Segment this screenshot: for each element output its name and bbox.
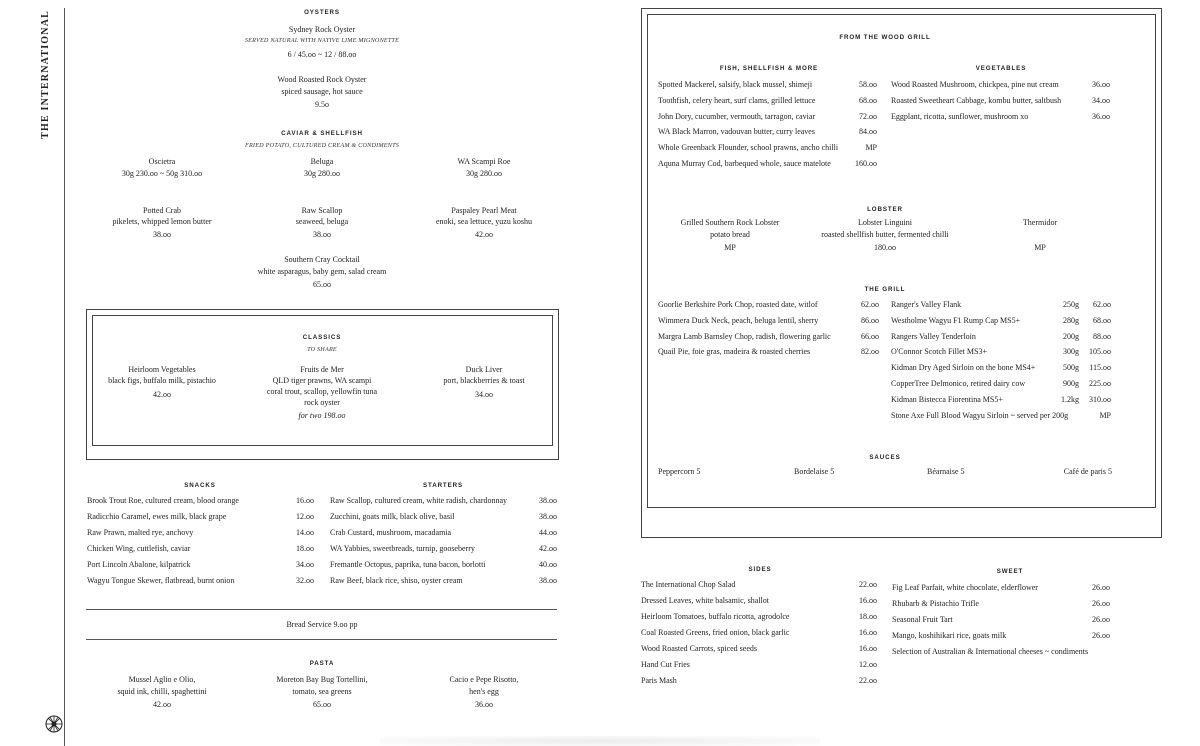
sauce-item: Bordelaise 5	[794, 467, 835, 476]
menu-item-price: 66.oo	[861, 331, 879, 341]
menu-item-weight: 280g	[1063, 315, 1079, 325]
bread-service: Bread Service 9.oo pp	[286, 620, 358, 629]
caviar-item-price: 38.oo	[313, 230, 331, 239]
menu-item-name: Heirloom Tomatoes, buffalo ricotta, agrodolce	[641, 612, 790, 621]
menu-item-name: Spotted Mackerel, salsify, black mussel, shimeji	[658, 80, 813, 89]
menu-item-price: 36.oo	[1092, 111, 1110, 121]
caviar-item-desc: seaweed, beluga	[295, 217, 349, 226]
menu-item-name: Kidman Bistecca Fiorentina MS5+	[891, 394, 1003, 404]
spine-rule	[64, 8, 65, 746]
classics-item-price: for two 198.oo	[298, 411, 346, 420]
menu-item-name: Wood Roasted Carrots, spiced seeds	[641, 644, 757, 653]
oyster-note: SERVED NATURAL WITH NATIVE LIME MIGNONETTE	[244, 37, 400, 44]
classics-item-desc: coral trout, scallop, yellowfin tuna	[266, 387, 378, 396]
lobster-item-price: MP	[1034, 243, 1046, 252]
menu-item-name: Raw Prawn, malted rye, anchovy	[87, 528, 194, 537]
menu-item-price: 62.oo	[1093, 300, 1111, 309]
pasta-item-name: Cacio e Pepe Risotto,	[449, 675, 519, 684]
menu-item-price: 12.oo	[296, 512, 314, 521]
pasta-item-desc: hen's egg	[469, 687, 499, 696]
brand-text: THE INTERNATIONAL	[40, 10, 51, 139]
menu-item-name: Toothfish, celery heart, surf clams, grilled lettuce	[658, 95, 816, 105]
menu-item-price: 68.oo	[1093, 315, 1111, 325]
menu-item-price: 26.oo	[1092, 599, 1110, 608]
menu-item-name: WA Yabbies, sweetbreads, turnip, gooseberry	[330, 544, 475, 553]
logo-icon	[44, 714, 64, 734]
menu-item-price: MP	[865, 143, 877, 153]
menu-item-name: Eggplant, ricotta, sunflower, mushroom xo	[891, 111, 1029, 121]
menu-item-weight: 500g	[1063, 363, 1079, 373]
brand-wordmark	[40, 10, 58, 140]
menu-item-name: Westholme Wagyu F1 Rump Cap MS5+	[891, 315, 1021, 325]
caviar-item-name: Oscietra	[148, 157, 176, 166]
menu-item-price: 18.oo	[859, 612, 877, 621]
menu-item-name: Wagyu Tongue Skewer, flatbread, burnt onion	[87, 576, 235, 585]
lobster-item-price: MP	[724, 243, 736, 252]
menu-item-price: 16.oo	[296, 496, 314, 505]
sauce-item: Béarnaise 5	[927, 467, 965, 476]
pasta-heading: PASTA	[309, 660, 335, 667]
lobster-item-name: Grilled Southern Rock Lobster	[680, 218, 780, 227]
caviar-subtitle: FRIED POTATO, CULTURED CREAM & CONDIMENTS	[244, 142, 400, 149]
classics-subtitle: TO SHARE	[307, 346, 337, 353]
oyster-desc: spiced sausage, hot sauce	[281, 87, 363, 96]
caviar-item-name: Raw Scallop	[301, 206, 343, 215]
menu-item-weight: 900g	[1063, 379, 1079, 388]
divider	[86, 639, 557, 640]
menu-item-price: 44.oo	[539, 528, 557, 537]
menu-item-name: Margra Lamb Barnsley Chop, radish, flowering garlic	[658, 331, 831, 341]
menu-item-name: The International Chop Salad	[641, 580, 736, 589]
menu-item-price: 38.oo	[539, 512, 557, 521]
classics-item-name: Heirloom Vegetables	[128, 365, 196, 374]
caviar-item-name: Potted Crab	[143, 206, 181, 215]
classics-item-price: 34.oo	[475, 390, 493, 399]
menu-item-price: 12.oo	[859, 660, 877, 669]
menu-item-price: 18.oo	[296, 544, 314, 553]
menu-item-price: 16.oo	[859, 644, 877, 653]
right-menu-page	[600, 0, 1200, 746]
caviar-item-name: Paspaley Pearl Meat	[451, 206, 517, 215]
pasta-item-desc: tomato, sea greens	[292, 687, 352, 696]
caviar-item-desc: enoki, sea lettuce, yuzu koshu	[436, 217, 532, 226]
menu-item-price: 62.oo	[861, 300, 879, 309]
sauce-item: Peppercorn 5	[658, 467, 701, 476]
menu-item-name: WA Black Marron, vadouvan butter, curry leaves	[658, 127, 815, 137]
menu-item-price: 68.oo	[859, 95, 877, 105]
oyster-name: Sydney Rock Oyster	[288, 25, 356, 34]
menu-item-price: 22.oo	[859, 676, 877, 685]
caviar-item-desc: pikelets, whipped lemon butter	[112, 217, 212, 226]
menu-item-price: 42.oo	[539, 544, 557, 553]
pasta-item-desc: squid ink, chilli, spaghettini	[117, 687, 207, 696]
menu-item-price: 14.oo	[296, 528, 314, 537]
menu-item-price: 72.oo	[859, 111, 877, 121]
fish-heading: FISH, SHELLFISH & MORE	[719, 65, 819, 72]
divider	[86, 609, 557, 610]
lobster-heading: LOBSTER	[867, 206, 903, 213]
classics-item-desc: rock oyster	[304, 398, 340, 407]
menu-item-name: Raw Beef, black rice, shiso, oyster cream	[330, 576, 463, 585]
classics-item-desc: black figs, buffalo milk, pistachio	[108, 376, 216, 385]
sides-heading: SIDES	[748, 566, 772, 573]
cray-name: Southern Cray Cocktail	[284, 255, 360, 264]
menu-item-name: Selection of Australian & International cheeses ~ condiments	[892, 647, 1089, 656]
menu-item-name: Aquna Murray Cod, barbequed whole, sauce matelote	[658, 159, 831, 168]
menu-item-name: Raw Scallop, cultured cream, white radish, chardonnay	[330, 496, 508, 505]
pasta-item-name: Moreton Bay Bug Tortellini,	[276, 675, 368, 684]
cray-price: 65.oo	[313, 280, 331, 289]
lobster-item-desc: potato bread	[710, 230, 750, 239]
menu-item-name: O'Connor Scotch Fillet MS3+	[891, 347, 987, 357]
menu-item-price: 16.oo	[859, 628, 877, 637]
pasta-item-price: 36.oo	[475, 700, 493, 709]
menu-item-name: Roasted Sweetheart Cabbage, kombu butter, saltbush	[891, 95, 1062, 105]
cray-desc: white asparagus, baby gem, salad cream	[257, 267, 387, 276]
menu-item-price: MP	[1099, 410, 1111, 420]
menu-item-price: 16.oo	[859, 596, 877, 605]
menu-item-price: 86.oo	[861, 315, 879, 325]
menu-item-price: 34.oo	[296, 560, 314, 569]
menu-item-name: Hand Cut Fries	[641, 660, 690, 669]
sauces-heading: SAUCES	[869, 454, 901, 461]
caviar-item-price: 30g 280.oo	[466, 169, 502, 178]
menu-item-price: 58.oo	[859, 80, 877, 89]
menu-item-name: Crab Custard, mushroom, macadamia	[330, 528, 452, 537]
vegetables-heading: VEGETABLES	[975, 65, 1027, 72]
menu-item-name: Wimmera Duck Neck, peach, beluga lentil, sherry	[658, 315, 819, 325]
classics-item-desc: QLD tiger prawns, WA scampi	[272, 376, 372, 385]
pasta-item-price: 42.oo	[153, 700, 171, 709]
menu-item-weight: 300g	[1063, 347, 1079, 357]
menu-item-name: Zucchini, goats milk, black olive, basil	[330, 512, 455, 521]
menu-item-price: 88.oo	[1093, 331, 1111, 341]
menu-item-price: 84.oo	[859, 127, 877, 137]
menu-item-name: Ranger's Valley Flank	[891, 300, 962, 309]
caviar-item-name: Beluga	[310, 157, 334, 166]
menu-item-name: Whole Greenback Flounder, school prawns, ancho chilli	[658, 143, 839, 153]
menu-item-name: Quail Pie, foie gras, madeira & roasted cherries	[658, 347, 811, 357]
lobster-item-name: Thermidor	[1022, 218, 1058, 227]
caviar-item-price: 42.oo	[475, 230, 493, 239]
menu-item-price: 82.oo	[861, 347, 879, 357]
menu-item-price: 34.oo	[1092, 95, 1110, 105]
caviar-item-price: 38.oo	[153, 230, 171, 239]
lobster-item-price: 180.oo	[874, 243, 896, 252]
menu-item-name: Radicchio Caramel, ewes milk, black grape	[87, 512, 227, 521]
menu-item-name: Paris Mash	[641, 676, 677, 685]
menu-item-name: Goorlie Berkshire Pork Chop, roasted date, witlof	[658, 300, 818, 309]
oyster-price: 9.5o	[315, 100, 329, 109]
menu-item-name: Brook Trout Roe, cultured cream, blood orange	[87, 496, 239, 505]
menu-item-weight: 250g	[1063, 300, 1079, 309]
menu-item-name: Wood Roasted Mushroom, chickpea, pine nut cream	[891, 80, 1059, 89]
menu-item-price: 310.oo	[1089, 394, 1111, 404]
menu-item-price: 225.oo	[1089, 379, 1111, 388]
lobster-item-desc: roasted shellfish butter, fermented chilli	[821, 230, 949, 239]
caviar-item-price: 30g 230.oo ~ 50g 310.oo	[121, 169, 203, 178]
menu-item-name: Rangers Valley Tenderloin	[891, 331, 976, 341]
menu-item-price: 22.oo	[859, 580, 877, 589]
menu-item-price: 160.oo	[855, 159, 877, 168]
wood-grill-heading: FROM THE WOOD GRILL	[839, 34, 931, 41]
menu-item-name: Stone Axe Full Blood Wagyu Sirloin ~ served per 200g	[891, 410, 1069, 420]
caviar-heading: CAVIAR & SHELLFISH	[281, 130, 363, 137]
caviar-item-price: 30g 280.oo	[304, 169, 340, 178]
menu-item-name: Coal Roasted Greens, fried onion, black garlic	[641, 628, 790, 637]
menu-item-weight: 200g	[1063, 331, 1079, 341]
classics-item-name: Fruits de Mer	[300, 365, 344, 374]
menu-item-name: Dressed Leaves, white balsamic, shallot	[641, 596, 769, 605]
menu-item-price: 26.oo	[1092, 615, 1110, 624]
sweet-heading: SWEET	[996, 568, 1024, 575]
menu-item-name: Fremantle Octopus, paprika, tuna bacon, borlotti	[330, 560, 486, 569]
menu-item-name: Rhubarb & Pistachio Trifle	[892, 599, 979, 608]
caviar-item-name: WA Scampi Roe	[457, 157, 511, 166]
starters-heading: STARTERS	[422, 482, 464, 489]
menu-item-price: 40.oo	[539, 560, 557, 569]
menu-item-name: Seasonal Fruit Tart	[892, 615, 953, 624]
lobster-item-name: Lobster Linguini	[858, 218, 912, 227]
menu-item-name: John Dory, cucumber, vermouth, tarragon, caviar	[658, 111, 816, 121]
menu-item-weight: 1.2kg	[1061, 394, 1079, 404]
classics-item-desc: port, blackberries & toast	[443, 376, 525, 385]
menu-item-price: 26.oo	[1092, 583, 1110, 592]
menu-item-price: 38.oo	[539, 496, 557, 505]
oyster-name: Wood Roasted Rock Oyster	[277, 75, 367, 84]
grill-heading: THE GRILL	[864, 286, 906, 293]
pasta-item-price: 65.oo	[313, 700, 331, 709]
classics-item-price: 42.oo	[153, 390, 171, 399]
menu-item-price: 32.oo	[296, 576, 314, 585]
menu-item-name: Mango, koshihikari rice, goats milk	[892, 631, 1007, 640]
menu-item-name: Chicken Wing, cuttlefish, caviar	[87, 544, 191, 553]
page-shadow	[380, 736, 820, 746]
menu-item-name: Port Lincoln Abalone, kilpatrick	[87, 560, 191, 569]
menu-item-name: Kidman Dry Aged Sirloin on the bone MS4+	[891, 363, 1036, 373]
pasta-item-name: Mussel Aglio e Olio,	[128, 675, 196, 684]
menu-item-price: 115.oo	[1089, 363, 1111, 373]
menu-item-name: CopperTree Delmonico, retired dairy cow	[891, 379, 1026, 388]
classics-heading: CLASSICS	[302, 334, 342, 341]
menu-item-price: 38.oo	[539, 576, 557, 585]
oysters-heading: OYSTERS	[304, 9, 340, 16]
menu-item-price: 105.oo	[1089, 347, 1111, 357]
menu-item-price: 36.oo	[1092, 80, 1110, 89]
snacks-heading: SNACKS	[184, 482, 216, 489]
classics-item-name: Duck Liver	[465, 365, 503, 374]
sauce-item: Café de paris 5	[1063, 467, 1112, 476]
oyster-price: 6 / 45.oo ~ 12 / 88.oo	[287, 50, 357, 59]
menu-item-name: Fig Leaf Parfait, white chocolate, elderflower	[892, 583, 1038, 592]
menu-item-price: 26.oo	[1092, 631, 1110, 640]
